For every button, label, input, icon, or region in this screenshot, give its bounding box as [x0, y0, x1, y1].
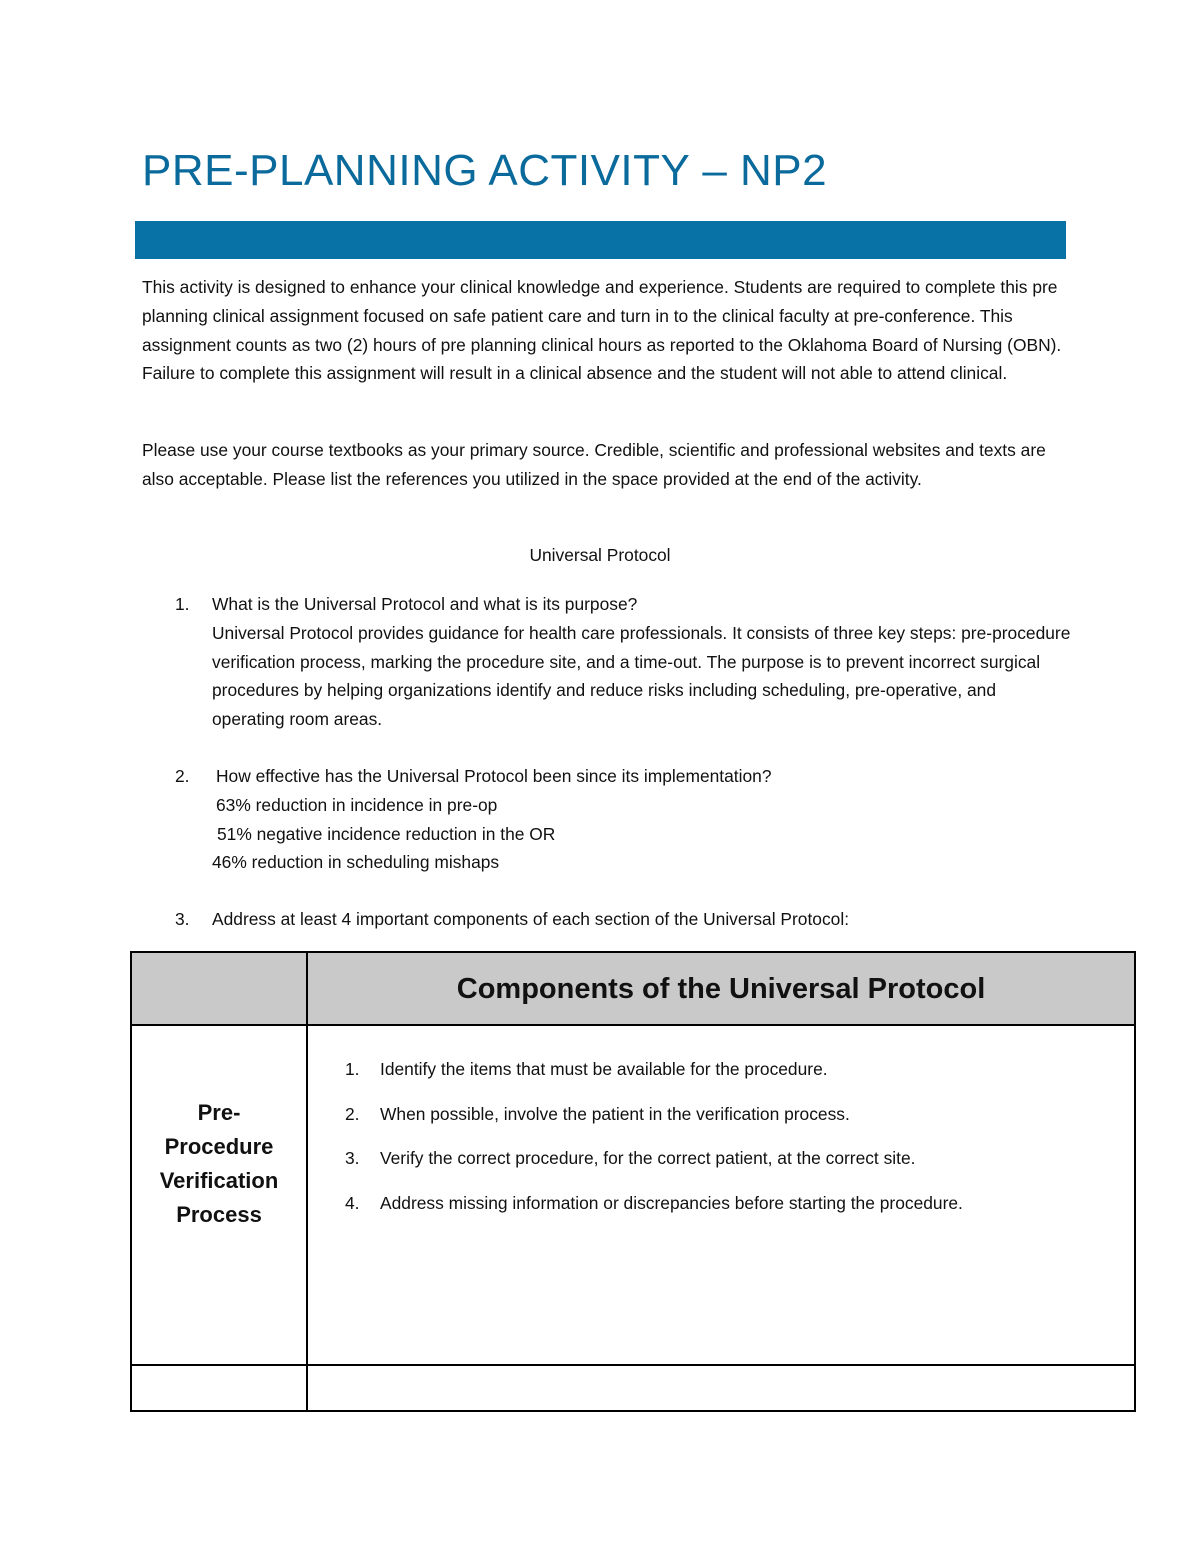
document-title: PRE-PLANNING ACTIVITY – NP2 [142, 146, 828, 195]
list-item-number: 1. [345, 1059, 360, 1079]
table-header: Components of the Universal Protocol [308, 953, 1134, 1026]
list-item-number: 2. [345, 1103, 360, 1124]
list-item-text: Identify the items that must be available for the procedure. [380, 1059, 828, 1079]
question-body [212, 590, 1072, 734]
empty-row-content-cell[interactable] [308, 1366, 1134, 1410]
question-number: 1. [175, 594, 190, 614]
question-number: 2. [175, 766, 190, 786]
row-label-line: Verification [159, 1168, 279, 1193]
row-label-line: Procedure [164, 1134, 274, 1159]
list-item [308, 1144, 1134, 1189]
list-item [308, 1055, 1134, 1100]
question-text: What is the Universal Protocol and what is its purpose? [212, 594, 638, 614]
row-label-line: Pre- [197, 1100, 241, 1125]
row-content-pre-procedure-verification[interactable] [308, 1026, 1134, 1366]
title-banner-bar [135, 221, 1066, 259]
intro-paragraph: This activity is designed to enhance your clinical knowledge and experience. Students are required to complete this pre planning clinical assignment focused on safe patient care and turn in to the clinical faculty at pre-conference. This assignment counts as two (2) hours of pre planning clinical hours as reported to the Oklahoma Board of Nursing (OBN). Failure to complete this assignment will result in a clinical absence and the student will not able to attend clinical. [142, 277, 1062, 384]
question-text: Address at least 4 important components of each section of the Universal Protocol: [212, 909, 850, 929]
table-header-blank-cell [132, 953, 308, 1026]
stat-line: 46% reduction in scheduling mishaps [212, 852, 500, 872]
list-item-number: 3. [345, 1148, 360, 1168]
stat-line: 51% negative incidence reduction in the OR [217, 823, 556, 844]
list-item-text: Address missing information or discrepancies before starting the procedure. [380, 1192, 963, 1213]
effectiveness-stats [212, 791, 555, 877]
row-label-pre-procedure-verification [132, 1026, 308, 1366]
components-table [130, 951, 1136, 1412]
sources-paragraph: Please use your course textbooks as your primary source. Credible, scientific and professional websites and texts are also acceptable. Please list the references you utilized in the space provided at the end of the activity. [142, 440, 1046, 489]
list-item [308, 1100, 1134, 1145]
section-heading: Universal Protocol [529, 545, 671, 565]
question-text: How effective has the Universal Protocol been since its implementation? [216, 766, 772, 786]
empty-row-label-cell[interactable] [132, 1366, 308, 1410]
question-answer: Universal Protocol provides guidance for health care professionals. It consists of three key steps: pre-procedure verification process, marking the procedure site, and a time-out. The purpose is to prevent incorrect surgical procedures by helping organizations identify and reduce risks including scheduling, pre-operative, and operating room areas. [212, 622, 1071, 730]
question-number: 3. [175, 909, 190, 929]
list-item-number: 4. [345, 1192, 360, 1213]
list-item [308, 1189, 1134, 1234]
stat-line: 63% reduction in incidence in pre-op [216, 795, 498, 815]
row-label-line: Process [176, 1202, 262, 1227]
list-item-text: Verify the correct procedure, for the correct patient, at the correct site. [380, 1148, 916, 1168]
list-item-text: When possible, involve the patient in the verification process. [380, 1103, 850, 1124]
